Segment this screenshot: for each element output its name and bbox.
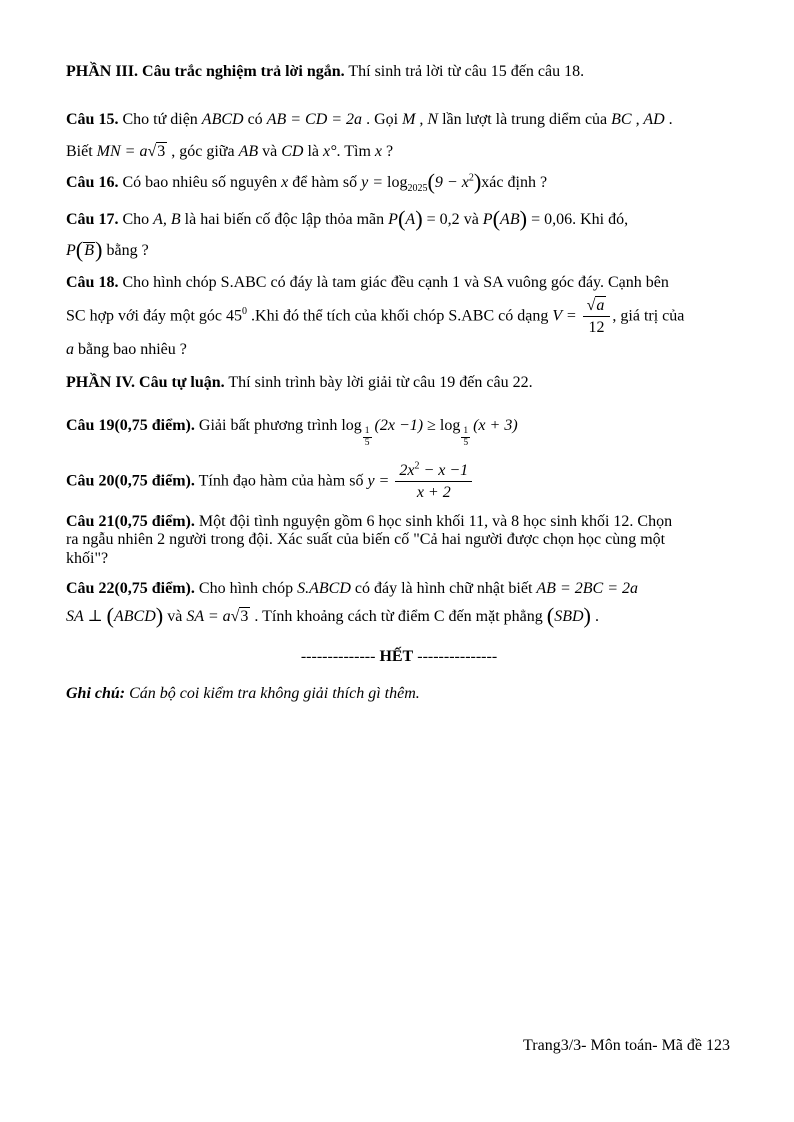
text-run: xác định ? <box>481 174 548 191</box>
part3-heading-text: Thí sinh trả lời từ câu 15 đến câu 18. <box>344 63 585 80</box>
question-label: Câu 22(0,75 điểm). <box>66 580 195 598</box>
text-run: và <box>258 143 282 160</box>
note-text: Cán bộ coi kiểm tra không giải thích gì thêm. <box>125 685 420 703</box>
math-run: 2x <box>399 462 415 480</box>
part3-heading-line <box>66 62 732 82</box>
question-18-line-2 <box>66 296 732 337</box>
question-17-line-2 <box>66 235 732 266</box>
math-run: MN = a <box>96 143 148 160</box>
page-footer: Trang3/3- Môn toán- Mã đề 123 <box>523 1037 730 1054</box>
question-18-line-1 <box>66 270 732 296</box>
perpendicular-sign: ⊥ <box>87 608 107 626</box>
text-run: . Tìm <box>336 143 375 160</box>
math-run: ABCD <box>114 608 156 626</box>
question-20-line-1 <box>66 461 732 502</box>
text-run: . Tính khoảng cách từ điểm C đến mặt phẳng <box>250 608 547 626</box>
radical-sign: √ <box>147 143 157 160</box>
math-run: ABCD <box>201 111 244 128</box>
question-15-line-2 <box>66 136 732 168</box>
end-marker-line <box>66 646 732 668</box>
math-run: A <box>405 211 416 228</box>
question-21-line-2 <box>66 531 732 550</box>
log-base-numerator: 1 <box>364 426 370 437</box>
part3-heading-bold: PHẦN III. Câu trắc nghiệm trả lời ngắn. <box>66 63 345 80</box>
question-15 <box>66 104 732 168</box>
note <box>66 684 732 704</box>
superscript: 2 <box>414 460 420 472</box>
big-paren-close: ) <box>95 237 103 262</box>
text-run: , góc giữa <box>167 143 239 160</box>
text-run: là hai biến cố độc lập thỏa mãn <box>180 211 389 228</box>
fraction-numerator <box>583 296 611 317</box>
question-label: Câu 16. <box>66 174 119 191</box>
part4-heading-text: Thí sinh trình bày lời giải từ câu 19 đến câu 22. <box>224 374 533 392</box>
math-run: x <box>281 174 289 191</box>
question-15-line-1 <box>66 104 732 136</box>
math-run: CD <box>281 143 304 160</box>
question-17 <box>66 204 732 266</box>
end-marker <box>66 646 732 668</box>
log-function: log <box>341 417 362 435</box>
exam-page-content <box>66 62 732 704</box>
note-line <box>66 684 732 704</box>
question-16-line-1 <box>66 168 732 198</box>
question-label: Câu 20(0,75 điểm). <box>66 472 195 490</box>
big-paren-close: ) <box>155 603 164 629</box>
big-paren-close: ) <box>473 169 482 194</box>
part4-heading-line <box>66 373 732 393</box>
math-run: 9 − x <box>434 174 469 191</box>
superscript: 2 <box>468 172 474 184</box>
text-run: ? <box>382 143 394 160</box>
math-run: x° <box>323 143 337 160</box>
question-17-line-1 <box>66 204 732 235</box>
text-run: SC hợp với đáy một góc <box>66 307 227 325</box>
text-run: và <box>163 608 187 626</box>
sqrt-expression <box>231 607 251 625</box>
math-run: y = <box>367 472 394 490</box>
question-21 <box>66 513 732 569</box>
fraction-denominator: 12 <box>588 319 605 337</box>
text-run: . Gọi <box>362 111 403 128</box>
math-run: S.ABCD <box>297 580 351 598</box>
text-run: Cho hình chóp S.ABC có đáy là tam giác đều cạnh 1 và SA vuông góc đáy. Cạnh bên <box>118 274 669 291</box>
question-label: Câu 21(0,75 điểm). <box>66 512 195 530</box>
question-21-line-3 <box>66 550 732 569</box>
part4-heading <box>66 373 732 393</box>
text-run: bằng bao nhiêu ? <box>74 341 187 359</box>
math-run: SA <box>66 608 88 626</box>
big-paren-open: ( <box>427 169 435 194</box>
log-base-fraction <box>461 426 470 449</box>
math-run: (2x −1) <box>374 417 424 435</box>
log-base-fraction <box>363 426 372 449</box>
log-base: 2025 <box>407 183 428 195</box>
sqrt-argument: a <box>596 297 605 314</box>
text-run: Khi đó, <box>576 211 629 228</box>
radical-sign: √ <box>586 297 596 314</box>
end-word: HẾT <box>379 648 414 666</box>
math-run: SA = a <box>186 608 231 626</box>
question-19-line-1 <box>66 413 732 449</box>
text-run: .Khi đó thể tích của khối chóp S.ABC có dạng <box>247 307 553 325</box>
question-20 <box>66 461 732 502</box>
probability-symbol: P <box>482 211 493 228</box>
question-label: Câu 17. <box>66 211 119 228</box>
text-run: Có bao nhiêu số nguyên <box>118 174 282 191</box>
equals-value: = 0,2 <box>422 211 460 228</box>
text-run: lần lượt là trung diểm của <box>438 111 612 128</box>
probability-symbol: P <box>66 242 76 259</box>
math-run: AB <box>500 211 520 228</box>
question-22 <box>66 576 732 632</box>
big-paren-close: ) <box>519 206 528 231</box>
log-function: log <box>439 417 461 435</box>
math-run: (x + 3) <box>473 417 518 435</box>
part3-heading <box>66 62 732 82</box>
sqrt-argument: 3 <box>240 608 249 626</box>
question-22-line-2 <box>66 602 732 632</box>
text-run: Cho tứ diện <box>118 111 202 128</box>
big-paren-close: ) <box>583 603 591 629</box>
math-run: SBD <box>554 608 584 626</box>
math-run: AB = CD = 2a <box>266 111 363 128</box>
log-base-denominator: 5 <box>364 438 370 449</box>
equals-value: = 0,06. <box>527 211 577 228</box>
big-paren-open: ( <box>546 603 555 629</box>
question-22-line-1 <box>66 576 732 602</box>
math-run: A, B <box>153 211 181 228</box>
text-run: Cho hình chóp <box>194 580 298 598</box>
log-function: log <box>387 174 408 191</box>
math-run: AB <box>238 143 259 160</box>
text-run: bằng ? <box>102 242 149 259</box>
math-run: M , N <box>402 111 439 128</box>
question-18 <box>66 270 732 363</box>
text-run: , giá trị của <box>612 307 685 325</box>
math-run: x <box>374 143 382 160</box>
text-run: khối"? <box>66 549 109 567</box>
sqrt-expression <box>147 142 167 160</box>
probability-symbol: P <box>388 211 398 228</box>
fraction <box>393 461 474 502</box>
question-19 <box>66 413 732 449</box>
text-run: Tính đạo hàm của hàm số <box>194 472 368 490</box>
text-run: . <box>664 111 673 128</box>
text-run: có <box>243 111 267 128</box>
text-run: Cho <box>118 211 154 228</box>
text-run: Một đội tình nguyện gồm 6 học sinh khối 11, và 8 học sinh khối 12. Chọn <box>194 512 673 530</box>
text-run: ra ngẫu nhiên 2 người trong đội. Xác suất của biến cố "Cả hai người được chọn học cùng một <box>66 531 666 549</box>
text-run: Biết <box>66 143 97 160</box>
text-run: để hàm số <box>288 174 362 191</box>
math-run: − x −1 <box>419 462 469 480</box>
math-run: V = <box>552 307 581 325</box>
fraction-numerator <box>395 461 472 482</box>
superscript: 0 <box>242 306 248 318</box>
big-paren-close: ) <box>415 206 423 231</box>
math-run: AB = 2BC = 2a <box>536 580 638 598</box>
text-run: là <box>303 143 324 160</box>
question-label: Câu 18. <box>66 274 119 291</box>
big-paren-open: ( <box>75 237 84 262</box>
text-run: có đáy là hình chữ nhật biết <box>350 580 537 598</box>
note-label: Ghi chú: <box>66 685 126 703</box>
number-run: 45 <box>226 307 243 325</box>
overline-B: B <box>84 242 95 259</box>
question-label: Câu 19(0,75 điểm). <box>66 417 195 435</box>
math-run: BC , AD <box>611 111 665 128</box>
log-base-numerator: 1 <box>463 426 469 437</box>
fraction <box>581 296 613 337</box>
text-run: và <box>459 211 483 228</box>
text-run: . <box>591 608 599 626</box>
part4-heading-bold: PHẦN IV. Câu tự luận. <box>66 374 225 392</box>
question-label: Câu 15. <box>66 111 119 128</box>
question-21-line-1 <box>66 513 732 532</box>
question-16 <box>66 168 732 198</box>
question-18-line-3 <box>66 337 732 363</box>
big-paren-open: ( <box>397 206 406 231</box>
sqrt-argument: 3 <box>157 143 166 160</box>
radical-sign: √ <box>230 608 240 626</box>
log-base-denominator: 5 <box>463 438 469 449</box>
big-paren-open: ( <box>492 206 501 231</box>
math-run: a <box>66 341 74 359</box>
end-dashes-right: --------------- <box>413 648 498 666</box>
big-paren-open: ( <box>106 603 114 629</box>
text-run: Giải bất phương trình <box>194 417 342 435</box>
math-run: y = <box>361 174 387 191</box>
fraction-denominator: x + 2 <box>416 484 451 502</box>
greater-equal-sign: ≥ <box>423 417 440 435</box>
end-dashes-left: -------------- <box>300 648 380 666</box>
